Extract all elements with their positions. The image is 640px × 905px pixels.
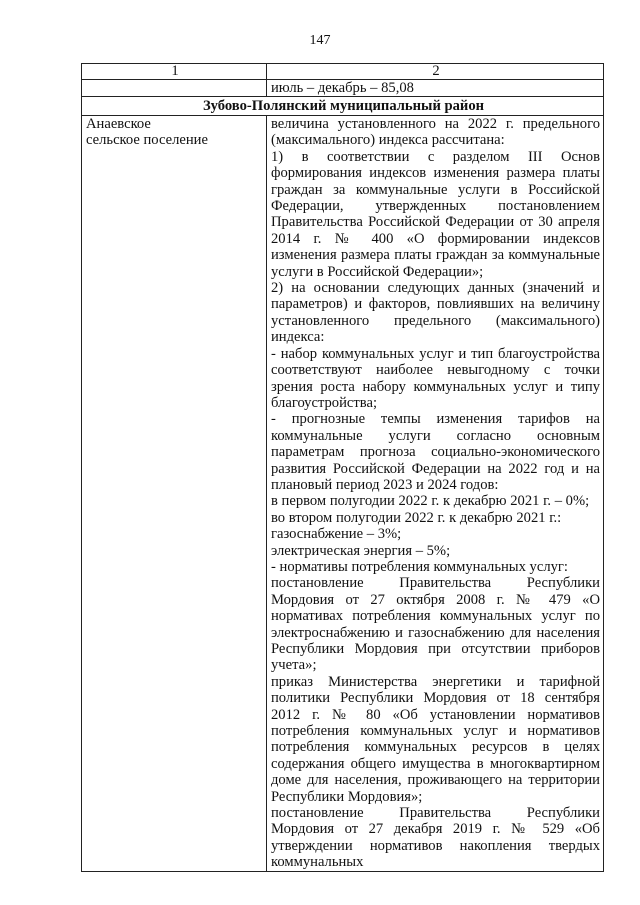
paragraph-first-half: в первом полугодии 2022 г. к декабрю 2021 г. – 0%; (271, 493, 590, 510)
continuation-row (82, 80, 604, 97)
settlement-row (82, 116, 604, 872)
paragraph-item-2: 2) на основании следующих данных (значений и параметров) и факторов, повлиявших на величину установленного предельного (максимального) индекса: (271, 280, 600, 346)
paragraph-decree-479: постановление Правительства Республики Мордовия от 27 октября 2008 г. № 479 «О нормативах потребления коммунальных услуг по электроснабжению и газоснабжению для населения Республики Мордовия при отсутствии приборов учета»; (271, 575, 600, 674)
district-title: Зубово-Полянский муниципальный район (82, 97, 604, 116)
paragraph-electricity: электрическая энергия – 5%; (271, 542, 451, 559)
paragraph-gas: газоснабжение – 3%; (271, 526, 402, 543)
paragraph-services-set: - набор коммунальных услуг и тип благоустройства соответствуют наиболее невыгодному с точки зрения роста набору коммунальных услуг и типу благоустройства; (271, 345, 600, 411)
table-header-row (82, 64, 604, 80)
district-row (82, 97, 604, 116)
column-number-2: 2 (267, 64, 604, 80)
index-table (81, 63, 604, 872)
paragraph-order-80: приказ Министерства энергетики и тарифной политики Республики Мордовия от 18 сентября 2012 г. № 80 «Об установлении нормативов потребления коммунальных услуг и нормативов потребления коммунальных ресурсов в целях содержания общего имущества в многоквартирном доме для населения, проживающего на территории Республики Мордовия»; (271, 673, 600, 805)
paragraph-tariff-forecast: - прогнозные темпы изменения тарифов на коммунальные услуги согласно основным параметрам прогноза социально-экономического развития Российской Федерации на 2022 год и на плановый период 2023 и 2024 годов: (271, 411, 600, 493)
index-description-cell (267, 116, 604, 872)
paragraph-item-1: 1) в соответствии с разделом III Основ формирования индексов изменения размера платы граждан за коммунальные услуги в Российской Федерации, утвержденных постановлением Правительства Российской Федерации от 30 апреля 2014 г. № 400 «О формировании индексов изменения размера платы граждан за коммунальные услуги в Российской Федерации»; (271, 148, 600, 280)
continuation-cell-1 (82, 80, 267, 97)
settlement-name-line-1: Анаевское (86, 116, 151, 132)
page-number: 147 (309, 33, 331, 48)
paragraph-norms-heading: - нормативы потребления коммунальных услуг: (271, 558, 568, 575)
settlement-name-cell (82, 116, 267, 872)
continuation-cell-2: июль – декабрь – 85,08 (267, 80, 604, 97)
paragraph-decree-529: постановление Правительства Республики Мордовия от 27 декабря 2019 г. № 529 «Об утверждении нормативов накопления твердых коммунальных (271, 805, 600, 871)
column-number-1: 1 (82, 64, 267, 80)
settlement-name-line-2: сельское поселение (86, 132, 208, 149)
paragraph-intro: величина установленного на 2022 г. предельного (максимального) индекса рассчитана: (271, 116, 600, 149)
paragraph-second-half: во втором полугодии 2022 г. к декабрю 2021 г.: (271, 509, 562, 526)
